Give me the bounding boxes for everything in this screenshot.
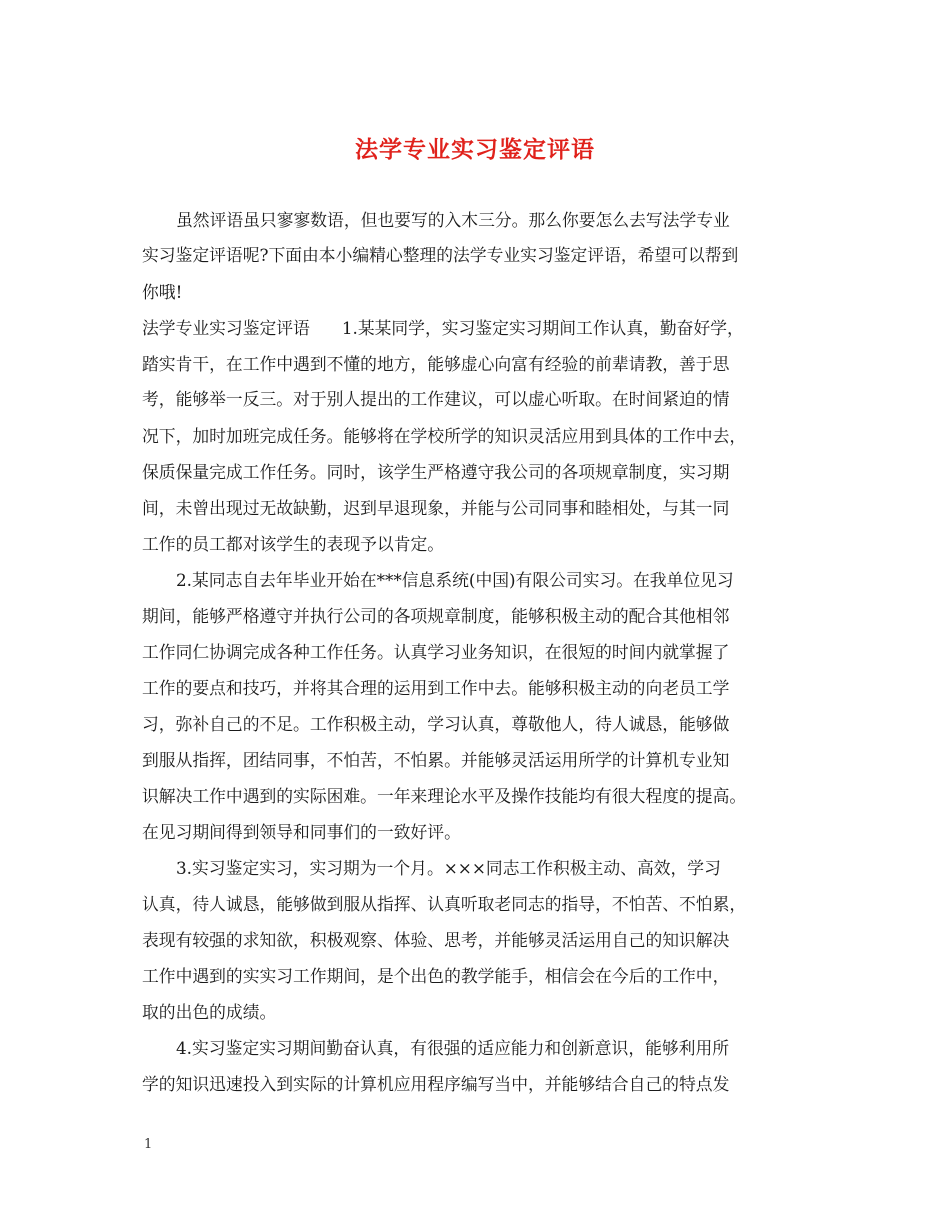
intro-line-2: 实习鉴定评语呢?下面由本小编精心整理的法学专业实习鉴定评语，希望可以帮到 — [142, 245, 739, 265]
p1-line-4: 况下，加时加班完成任务。能够将在学校所学的知识灵活应用到具体的工作中去， — [142, 426, 747, 446]
page-number: 1 — [144, 1137, 153, 1152]
p2-line-2: 期间，能够严格遵守并执行公司的各项规章制度，能够积极主动的配合其他相邻 — [142, 606, 730, 626]
p1-line-2: 踏实肯干，在工作中遇到不懂的地方，能够虚心向富有经验的前辈请教，善于思 — [142, 354, 730, 374]
p3-line-4: 工作中遇到的实实习工作期间，是个出色的教学能手，相信会在今后的工作中， — [142, 966, 730, 986]
p1-first-sentence: 1.某某同学，实习鉴定实习期间工作认真，勤奋好学， — [341, 318, 744, 338]
p1-line-1 — [142, 318, 812, 338]
intro-line-3: 你哦! — [142, 282, 183, 302]
p1-line-5: 保质保量完成工作任务。同时，该学生严格遵守我公司的各项规章制度，实习期 — [142, 462, 730, 482]
p3-line-3: 表现有较强的求知欲，积极观察、体验、思考，并能够灵活运用自己的知识解决 — [142, 930, 730, 950]
p4-line-1: 4.实习鉴定实习期间勤奋认真，有很强的适应能力和创新意识，能够利用所 — [176, 1038, 730, 1058]
p2-line-6: 到服从指挥，团结同事，不怕苦，不怕累。并能够灵活运用所学的计算机专业知 — [142, 750, 730, 770]
p1-line-7: 工作的员工都对该学生的表现予以肯定。 — [142, 534, 445, 554]
p1-heading: 法学专业实习鉴定评语 — [142, 318, 310, 338]
document-title: 法学专业实习鉴定评语 — [355, 136, 595, 163]
p2-line-5: 习，弥补自己的不足。工作积极主动，学习认真，尊敬他人，待人诚恳，能够做 — [142, 714, 730, 734]
p2-line-4: 工作的要点和技巧，并将其合理的运用到工作中去。能够积极主动的向老员工学 — [142, 678, 730, 698]
p1-line-6: 间，未曾出现过无故缺勤，迟到早退现象，并能与公司同事和睦相处，与其一同 — [142, 498, 730, 518]
p3-line-1: 3.实习鉴定实习，实习期为一个月。×××同志工作积极主动、高效，学习 — [176, 858, 721, 878]
p3-line-2: 认真，待人诚恳，能够做到服从指挥、认真听取老同志的指导，不怕苦、不怕累， — [142, 894, 747, 914]
intro-line-1: 虽然评语虽只寥寥数语，但也要写的入木三分。那么你要怎么去写法学专业 — [176, 210, 730, 230]
p2-line-7: 识解决工作中遇到的实际困难。一年来理论水平及操作技能均有很大程度的提高。 — [142, 786, 747, 806]
p4-line-2: 学的知识迅速投入到实际的计算机应用程序编写当中，并能够结合自己的特点发 — [142, 1074, 730, 1094]
p2-line-3: 工作同仁协调完成各种工作任务。认真学习业务知识，在很短的时间内就掌握了 — [142, 642, 730, 662]
p3-line-5: 取的出色的成绩。 — [142, 1002, 277, 1022]
p2-line-1: 2.某同志自去年毕业开始在***信息系统(中国)有限公司实习。在我单位见习 — [176, 570, 734, 590]
p1-line-3: 考，能够举一反三。对于别人提出的工作建议，可以虚心听取。在时间紧迫的情 — [142, 389, 730, 409]
p2-line-8: 在见习期间得到领导和同事们的一致好评。 — [142, 822, 461, 842]
